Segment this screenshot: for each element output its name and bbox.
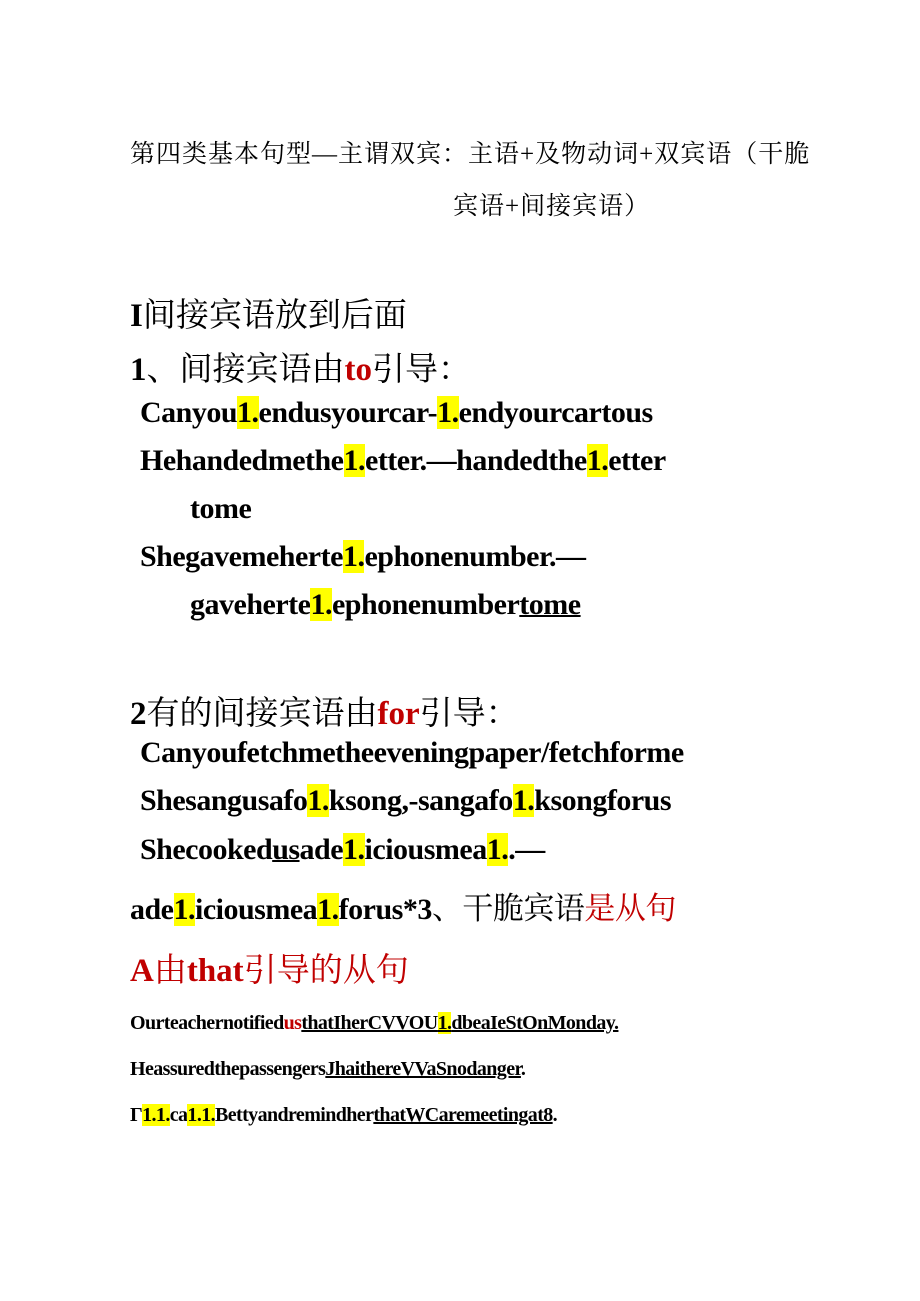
- text-run: forus*3: [338, 893, 432, 926]
- subheading-2-number: 2: [130, 696, 147, 732]
- subheading-1: [130, 343, 471, 390]
- subheading-1-suffix: 引导：: [372, 352, 471, 388]
- text-run: iciousmea: [195, 893, 318, 926]
- text-run: endusyourcar-: [258, 396, 438, 429]
- highlight-marker: 1.: [586, 444, 609, 477]
- example-sentence-7: [130, 883, 676, 928]
- keyword-for: for: [377, 696, 420, 732]
- example-sentence-4: Canyoufetchmetheeveningpaper/fetchforme: [140, 736, 684, 769]
- section-numeral: I: [130, 298, 143, 334]
- highlight-marker: 1.: [437, 1012, 452, 1034]
- text-run: .: [552, 1104, 558, 1126]
- text-run: ephonenumber.—: [364, 540, 586, 573]
- highlight-marker: 1.: [486, 833, 509, 866]
- text-run: Heassuredthepassengers: [130, 1058, 326, 1080]
- example-sentence-3-continued: [190, 588, 581, 622]
- text-run: ephonenumber: [331, 588, 520, 621]
- section-heading-text: 间接宾语放到后面: [142, 298, 407, 334]
- text-run: Canyou: [140, 396, 238, 429]
- example-clause-3: [130, 1104, 557, 1127]
- text-run: 引导的从句: [243, 953, 409, 989]
- keyword-to: to: [344, 352, 372, 388]
- highlight-marker: 1.: [317, 893, 339, 926]
- text-run: ade: [130, 893, 174, 926]
- example-sentence-5: [140, 784, 671, 818]
- text-run: dbeaIeStOnMonday.: [451, 1012, 619, 1034]
- text-run: iciousmea: [364, 833, 487, 866]
- text-run: ksongforus: [534, 784, 672, 817]
- red-text: us: [283, 1012, 302, 1034]
- document-title-line-1: 第四类基本句型—主谓双宾：主语+及物动词+双宾语（干脆: [130, 141, 811, 168]
- text-run: Hehandedmethe: [140, 444, 344, 477]
- text-run: ca: [169, 1104, 188, 1126]
- highlight-marker: 1.: [307, 784, 329, 817]
- highlight-marker: 1.: [237, 396, 259, 429]
- highlight-marker: 1.: [310, 588, 332, 621]
- example-sentence-2-continued: tome: [190, 492, 252, 525]
- highlight-marker: 1.: [343, 833, 365, 866]
- highlight-marker: 1.: [173, 893, 195, 926]
- example-clause-2: [130, 1058, 525, 1081]
- text-run: thatIherCVVOU: [301, 1012, 438, 1034]
- example-sentence-2: [140, 444, 666, 478]
- text-run: ade: [299, 833, 344, 866]
- subheading-3-red-text: 是从句: [584, 891, 676, 926]
- text-run: Ourteachernotified: [130, 1012, 284, 1034]
- text-run: Shesangusafo: [140, 784, 308, 817]
- underlined-text: us: [272, 833, 300, 866]
- subheading-1-number: 1: [130, 352, 147, 388]
- subheading-2-text: 有的间接宾语由: [146, 696, 378, 732]
- text-run: .—: [508, 833, 545, 866]
- highlight-marker: 1.: [512, 784, 535, 817]
- example-sentence-1: [140, 396, 653, 430]
- text-run: Γ: [130, 1104, 143, 1126]
- subheading-3-text: 、干脆宾语: [431, 891, 585, 926]
- keyword-that: that: [186, 953, 244, 989]
- highlight-marker: 1.1.: [142, 1104, 170, 1126]
- example-clause-1: [130, 1012, 618, 1035]
- underlined-clause: JhaithereVVaSnodanger: [325, 1058, 521, 1080]
- highlight-marker: 1.: [437, 396, 459, 429]
- highlight-marker: 1.: [342, 540, 365, 573]
- underlined-clause: thatWCaremeetingat8: [373, 1104, 553, 1126]
- document-title-line-2: 宾语+间接宾语）: [453, 193, 651, 220]
- text-run: endyourcartous: [458, 396, 653, 429]
- text-run: Shegavemeherte: [140, 540, 343, 573]
- text-run: 由: [153, 953, 187, 989]
- example-sentence-6: [140, 833, 545, 867]
- text-run: Bettyandremindher: [215, 1104, 374, 1126]
- text-run: gaveherte: [190, 588, 311, 621]
- subheading-2-suffix: 引导：: [419, 696, 519, 732]
- example-sentence-3: [140, 540, 586, 574]
- text-run: etter.—handedthe: [365, 444, 587, 477]
- text-run: .: [520, 1058, 526, 1080]
- subsection-a-heading: [130, 944, 409, 991]
- underlined-clause: [301, 1012, 618, 1034]
- text-run: ksong,-sangafo: [328, 784, 513, 817]
- section-heading: [130, 289, 407, 336]
- subheading-2: [130, 687, 519, 734]
- highlight-marker: 1.1.: [187, 1104, 216, 1126]
- subheading-1-text: 、间接宾语由: [146, 352, 345, 388]
- underlined-text: tome: [519, 588, 581, 621]
- text-run: etter: [608, 444, 666, 477]
- subsection-letter: A: [130, 953, 154, 989]
- text-run: Shecooked: [140, 833, 273, 866]
- highlight-marker: 1.: [343, 444, 365, 477]
